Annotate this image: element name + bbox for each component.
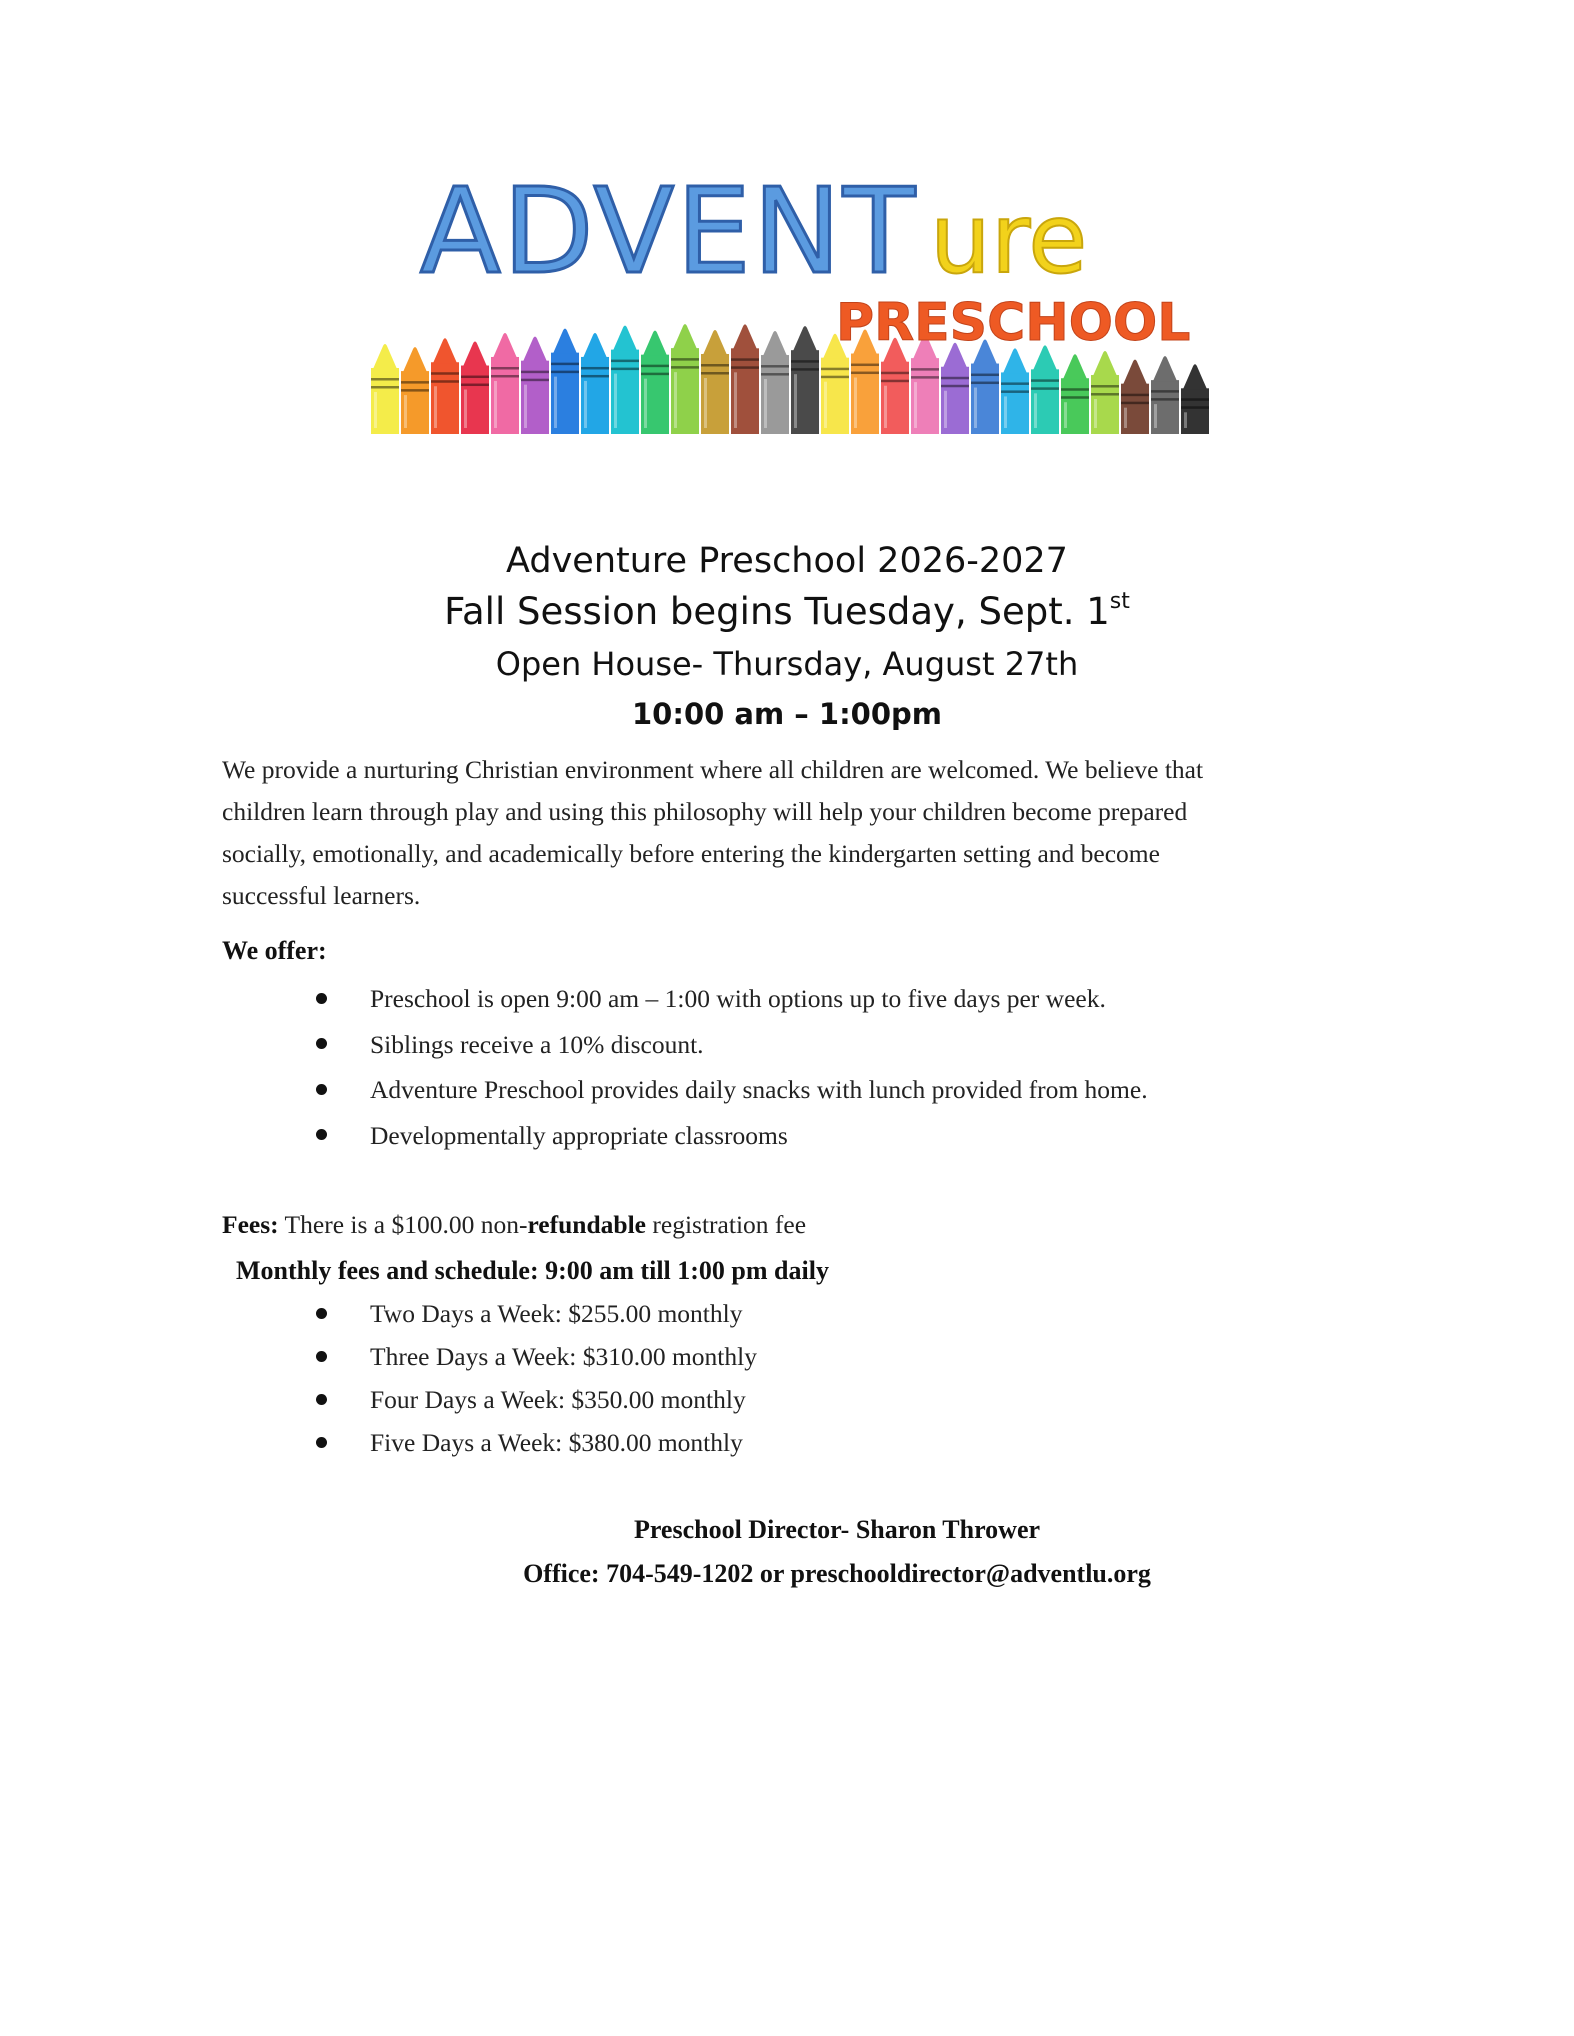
crayon-tip	[1123, 360, 1147, 385]
crayon-band	[371, 378, 399, 381]
crayon-shine	[944, 391, 947, 428]
offer-list	[312, 976, 1148, 1158]
crayon-band	[581, 367, 609, 370]
intro-line: socially, emotionally, and academically before entering the kindergarten setting and become	[222, 839, 1160, 868]
crayon-band	[1031, 387, 1059, 390]
crayon-shine	[914, 382, 917, 428]
crayon-band	[821, 376, 849, 379]
crayon-band	[1181, 398, 1209, 401]
list-item	[312, 1335, 757, 1378]
crayon-tip	[643, 331, 667, 356]
crayon-shine	[524, 385, 527, 428]
crayon-band	[911, 376, 939, 379]
crayon-tip	[583, 333, 607, 358]
crayon-band	[1151, 398, 1179, 401]
list-item-text: Developmentally appropriate classrooms	[370, 1120, 788, 1150]
crayon-tip	[763, 331, 787, 356]
list-item	[312, 1378, 757, 1421]
bullet-icon	[316, 1038, 327, 1049]
crayon-shine	[794, 374, 797, 428]
crayon-band	[701, 372, 729, 375]
crayon-band	[1091, 393, 1119, 396]
crayon-band	[761, 365, 789, 368]
crayon-band	[731, 358, 759, 361]
crayon-shine	[614, 374, 617, 428]
crayon-shine	[704, 378, 707, 428]
crayon-tip	[1063, 354, 1087, 379]
bullet-icon	[316, 1129, 327, 1140]
crayon-band	[401, 389, 429, 392]
crayon-band	[1001, 382, 1029, 385]
event-header	[0, 536, 1574, 738]
crayon-shine	[884, 386, 887, 428]
crayon-band	[881, 372, 909, 375]
crayon-shine	[1034, 393, 1037, 428]
logo-subtitle: PRESCHOOL	[836, 293, 1191, 353]
list-item-text: Five Days a Week: $380.00 monthly	[370, 1428, 743, 1457]
list-item	[312, 976, 1148, 1022]
crayon-band	[611, 368, 639, 371]
list-item-text: Preschool is open 9:00 am – 1:00 with options up to five days per week.	[370, 984, 1106, 1013]
list-item	[312, 1067, 1148, 1113]
crayon-band	[1151, 390, 1179, 393]
crayon-tip	[1093, 351, 1117, 376]
crayon-band	[1181, 406, 1209, 409]
crayon-tip	[373, 344, 397, 369]
bullet-icon	[316, 1437, 327, 1448]
crayon-tip	[433, 338, 457, 363]
offer-heading: We offer:	[222, 936, 327, 965]
crayon-shine	[434, 386, 437, 428]
list-item	[312, 1292, 757, 1335]
fall-session-line	[0, 586, 1574, 638]
crayon-band	[941, 385, 969, 388]
crayon-band	[371, 386, 399, 389]
bullet-icon	[316, 1084, 327, 1095]
intro-line: We provide a nurturing Christian environment where all children are welcomed. We believe that	[222, 755, 1204, 784]
bullet-icon	[316, 1308, 327, 1319]
crayon-band	[611, 360, 639, 363]
crayon-tip	[493, 333, 517, 358]
logo-graphic	[370, 122, 1210, 442]
crayon-shine	[584, 381, 587, 428]
crayon-tip	[703, 330, 727, 355]
crayon-shine	[404, 395, 407, 428]
crayon-shine	[1124, 408, 1127, 428]
list-item	[312, 1022, 1148, 1068]
schedule-heading: Monthly fees and schedule: 9:00 am till 1:00 pm daily	[236, 1256, 829, 1285]
crayon-shine	[764, 379, 767, 428]
crayon-band	[1031, 379, 1059, 382]
crayon-band	[401, 381, 429, 384]
crayon-band	[731, 366, 759, 369]
list-item-text: Two Days a Week: $255.00 monthly	[370, 1299, 743, 1328]
fee-list	[312, 1292, 757, 1464]
crayon-shine	[674, 372, 677, 428]
crayon-band	[521, 371, 549, 374]
crayon-shine	[1184, 412, 1187, 428]
list-item-text: Three Days a Week: $310.00 monthly	[370, 1342, 757, 1371]
fall-session-text: Fall Session begins Tuesday, Sept. 1	[444, 590, 1110, 633]
crayon-band	[431, 380, 459, 383]
office-contact: Office: 704-549-1202 or preschooldirector@adventlu.org	[523, 1559, 1151, 1588]
crayon-shine	[1064, 402, 1067, 428]
fees-text-a: There is a $100.00 non-	[278, 1210, 528, 1239]
list-item-text: Four Days a Week: $350.00 monthly	[370, 1385, 746, 1414]
crayon-shine	[554, 377, 557, 428]
crayon-band	[641, 373, 669, 376]
crayon-tip	[1183, 364, 1207, 389]
crayon-band	[491, 367, 519, 370]
bullet-icon	[316, 1394, 327, 1405]
crayon-shine	[1154, 404, 1157, 428]
crayon-shine	[854, 378, 857, 428]
crayon-band	[431, 372, 459, 375]
crayon-band	[1061, 396, 1089, 399]
crayon-shine	[1094, 399, 1097, 428]
fees-text-b: registration fee	[646, 1210, 807, 1239]
list-item-text: Adventure Preschool provides daily snacks with lunch provided from home.	[370, 1075, 1148, 1104]
crayon-shine	[734, 372, 737, 428]
crayon-shine	[494, 381, 497, 428]
crayon-tip	[793, 326, 817, 351]
crayon-band	[791, 360, 819, 363]
open-house-line: Open House- Thursday, August 27th	[495, 645, 1079, 683]
crayon-band	[941, 377, 969, 380]
crayon-band	[641, 365, 669, 368]
logo-word-yellow: ure	[930, 183, 1088, 295]
crayon-band	[851, 372, 879, 375]
list-item	[312, 1113, 1148, 1159]
crayon-band	[551, 371, 579, 374]
crayon-tip	[733, 324, 757, 349]
list-item	[312, 1421, 757, 1464]
intro-line: successful learners.	[222, 881, 421, 910]
crayon-shine	[644, 379, 647, 428]
crayon-band	[1121, 402, 1149, 405]
crayon-tip	[673, 324, 697, 349]
crayon-band	[461, 384, 489, 387]
crayon-tip	[403, 347, 427, 372]
crayon-band	[791, 368, 819, 371]
crayon-band	[881, 380, 909, 383]
open-house-time: 10:00 am – 1:00pm	[632, 697, 942, 731]
ordinal-suffix: st	[1109, 589, 1130, 614]
crayon-shine	[1004, 396, 1007, 428]
crayon-band	[911, 368, 939, 371]
list-item-text: Siblings receive a 10% discount.	[370, 1029, 704, 1059]
intro-paragraph	[222, 749, 1352, 917]
crayon-band	[1091, 385, 1119, 388]
crayon-tip	[1153, 356, 1177, 381]
crayon-band	[461, 376, 489, 379]
crayon-band	[761, 373, 789, 376]
bullet-icon	[316, 993, 327, 1004]
crayon-band	[581, 375, 609, 378]
fees-text-bold: refundable	[527, 1210, 647, 1239]
crayon-tip	[463, 342, 487, 367]
fees-label: Fees:	[222, 1210, 279, 1239]
crayon-band	[971, 382, 999, 385]
crayon-band	[1121, 394, 1149, 397]
crayon-band	[551, 363, 579, 366]
crayon-shine	[464, 390, 467, 428]
crayon-tip	[523, 337, 547, 362]
crayon-tip	[613, 326, 637, 351]
bullet-icon	[316, 1351, 327, 1362]
crayon-band	[671, 358, 699, 361]
crayon-band	[491, 375, 519, 378]
contact-block	[0, 1508, 1574, 1596]
intro-line: children learn through play and using this philosophy will help your children become prepared	[222, 797, 1188, 826]
crayon-band	[821, 368, 849, 371]
crayon-shine	[374, 392, 377, 428]
crayon-band	[1001, 390, 1029, 393]
crayon-tip	[553, 329, 577, 354]
crayon-band	[671, 366, 699, 369]
director-name: Preschool Director- Sharon Thrower	[633, 1515, 1041, 1544]
fees-line	[222, 1206, 806, 1244]
crayon-shine	[974, 388, 977, 428]
crayon-band	[701, 364, 729, 367]
logo-word-blue: ADVENT	[420, 162, 918, 300]
crayon-band	[851, 364, 879, 367]
crayon-band	[1061, 388, 1089, 391]
crayon-band	[521, 379, 549, 382]
adventure-preschool-logo	[370, 122, 1210, 442]
school-year-title: Adventure Preschool 2026-2027	[506, 541, 1068, 581]
crayon-band	[971, 374, 999, 377]
crayon-shine	[824, 382, 827, 428]
